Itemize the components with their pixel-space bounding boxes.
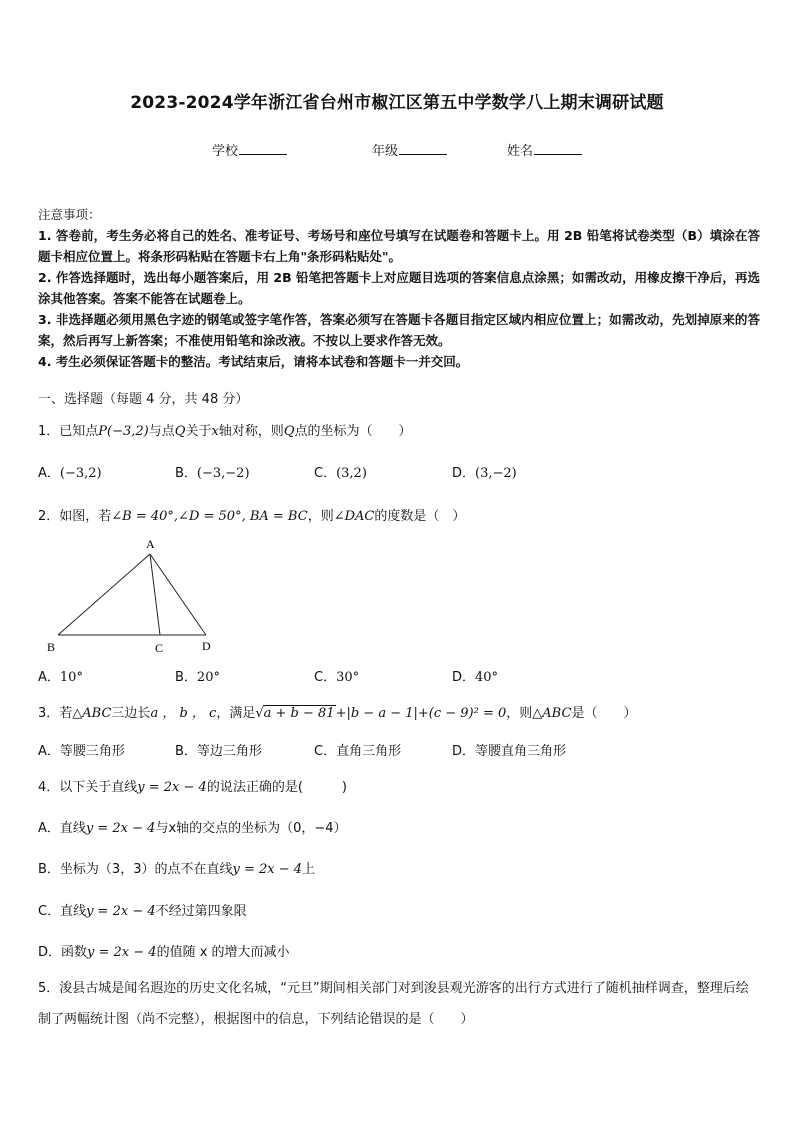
option-value: 10° bbox=[59, 670, 83, 685]
school-blank[interactable] bbox=[239, 142, 287, 155]
name-field[interactable] bbox=[507, 140, 582, 159]
option-text: 与x轴的交点的坐标为（0，−4） bbox=[155, 821, 347, 836]
option-label: A．直线 bbox=[38, 821, 86, 836]
q2-condition: ∠B = 40°,∠D = 50°, BA = BC bbox=[111, 509, 308, 524]
q2-option-b[interactable] bbox=[175, 666, 220, 685]
label-a: A bbox=[146, 537, 155, 551]
option-value: 20° bbox=[196, 670, 220, 685]
option-label: B． bbox=[175, 744, 197, 759]
q3-option-c[interactable] bbox=[314, 740, 401, 759]
q1-text: 点的坐标为（ ） bbox=[294, 424, 412, 439]
triangle-figure bbox=[38, 532, 228, 662]
option-text: 的值随 x 的增大而减小 bbox=[156, 945, 290, 960]
option-label: C． bbox=[314, 466, 337, 481]
school-label: 学校 bbox=[212, 144, 239, 159]
q1-point-q: Q bbox=[174, 424, 186, 439]
option-label: C． bbox=[314, 670, 337, 685]
option-label: C． bbox=[314, 744, 337, 759]
option-label: D．函数 bbox=[38, 945, 88, 960]
q3-variables: a ， b ， c bbox=[150, 706, 217, 721]
q2-options bbox=[38, 666, 758, 686]
q2-text: ，则 bbox=[307, 509, 334, 524]
q3-triangle: △ABC bbox=[532, 706, 572, 721]
q3-text: ，满足 bbox=[216, 706, 256, 721]
q3-text: ，则 bbox=[506, 706, 533, 721]
q4-option-d[interactable] bbox=[38, 941, 290, 960]
q1-text: 轴对称，则 bbox=[218, 424, 284, 439]
option-equation: y = 2x − 4 bbox=[86, 904, 156, 919]
q1-number: 1．已知点 bbox=[38, 424, 99, 439]
school-field[interactable] bbox=[212, 140, 287, 159]
notes-heading: 注意事项： bbox=[38, 207, 101, 222]
option-label: D． bbox=[452, 744, 476, 759]
note-item: 2. 作答选择题时，选出每小题答案后，用 2B 铅笔把答题卡上对应题目选项的答案信息点涂黑；如需改动，用橡皮擦干净后，再选涂其他答案。答案不能答在试题卷上。 bbox=[38, 270, 760, 306]
question-1 bbox=[38, 420, 412, 439]
q2-option-d[interactable] bbox=[452, 666, 498, 685]
q3-option-b[interactable] bbox=[175, 740, 262, 759]
option-equation: y = 2x − 4 bbox=[232, 862, 303, 877]
option-label: B． bbox=[175, 466, 197, 481]
name-blank[interactable] bbox=[534, 142, 582, 155]
q3-triangle: △ABC bbox=[72, 706, 112, 721]
q3-number: 3．若 bbox=[38, 706, 73, 721]
option-equation: y = 2x − 4 bbox=[87, 945, 157, 960]
option-equation: y = 2x − 4 bbox=[85, 821, 156, 836]
q3-text: 三边长 bbox=[111, 706, 151, 721]
name-label: 姓名 bbox=[507, 144, 534, 159]
q4-text: 的说法正确的是( ) bbox=[206, 780, 347, 795]
q1-option-d[interactable] bbox=[452, 462, 517, 481]
q4-option-b[interactable] bbox=[38, 858, 315, 877]
question-2 bbox=[38, 505, 465, 524]
option-value: (−3,−2) bbox=[196, 466, 250, 481]
q2-text: 的度数是（ ） bbox=[374, 509, 466, 524]
option-label: A． bbox=[38, 466, 60, 481]
q4-option-a[interactable] bbox=[38, 817, 347, 836]
option-label: A． bbox=[38, 670, 60, 685]
note-item: 4. 考生必须保证答题卡的整洁。考试结束后，请将本试卷和答题卡一并交回。 bbox=[38, 354, 469, 369]
label-b: B bbox=[47, 640, 56, 654]
option-value: 40° bbox=[475, 670, 499, 685]
option-value: 直角三角形 bbox=[336, 744, 402, 759]
grade-field[interactable] bbox=[372, 140, 447, 159]
q2-option-a[interactable] bbox=[38, 666, 83, 685]
option-label: B． bbox=[175, 670, 197, 685]
section-title: 一、选择题（每题 4 分，共 48 分） bbox=[38, 392, 249, 407]
label-c: C bbox=[155, 641, 164, 655]
q1-options bbox=[38, 462, 758, 482]
sqrt-symbol: √ bbox=[255, 706, 264, 721]
option-label: C．直线 bbox=[38, 904, 87, 919]
q1-option-a[interactable] bbox=[38, 462, 102, 481]
option-value: 30° bbox=[336, 670, 360, 685]
q3-option-a[interactable] bbox=[38, 740, 125, 759]
option-label: D． bbox=[452, 670, 476, 685]
option-label: A． bbox=[38, 744, 60, 759]
option-label: B．坐标为（3，3）的点不在直线 bbox=[38, 862, 233, 877]
option-label: D． bbox=[452, 466, 476, 481]
q3-text: 是（ ） bbox=[571, 706, 637, 721]
q3-options bbox=[38, 740, 758, 760]
q1-point-q: Q bbox=[283, 424, 295, 439]
question-5: 5．浚县古城是闻名遐迩的历史文化名城，“元旦”期间相关部门对到浚县观光游客的出行方式进行了随机抽样调查，整理后绘制了两幅统计图（尚不完整），根据图中的信息，下列结论错误的是（ ） bbox=[38, 981, 749, 1027]
option-text: 不经过第四象限 bbox=[155, 904, 247, 919]
q2-option-c[interactable] bbox=[314, 666, 359, 685]
q4-number: 4．以下关于直线 bbox=[38, 780, 138, 795]
option-value: 等腰直角三角形 bbox=[475, 744, 567, 759]
segment-ab bbox=[58, 554, 150, 635]
note-item: 1. 答卷前，考生务必将自己的姓名、准考证号、考场号和座位号填写在试题卷和答题卡上。用 2B 铅笔将试卷类型（B）填涂在答题卡相应位置上。将条形码粘贴在答题卡右上角"条形码粘贴处"。 bbox=[38, 228, 760, 264]
q1-option-c[interactable] bbox=[314, 462, 367, 481]
q1-x-axis: x bbox=[211, 424, 219, 439]
q3-sqrt-expression: a + b − 81 bbox=[263, 706, 335, 721]
notes-block bbox=[38, 204, 760, 372]
q1-text: 与点 bbox=[148, 424, 175, 439]
option-text: 上 bbox=[302, 862, 316, 877]
q3-expression: +|b − a − 1|+(c − 9)² = 0 bbox=[335, 706, 507, 721]
q2-number: 2．如图，若 bbox=[38, 509, 112, 524]
q1-point-p: P(−3,2) bbox=[98, 424, 149, 439]
note-item: 3. 非选择题必须用黑色字迹的钢笔或签字笔作答，答案必须写在答题卡各题目指定区域内相应位置上；如需改动，先划掉原来的答案，然后再写上新答案；不准使用铅笔和涂改液。不按以上要求作答无效。 bbox=[38, 312, 760, 348]
option-value: 等腰三角形 bbox=[59, 744, 125, 759]
option-value: 等边三角形 bbox=[196, 744, 262, 759]
option-value: (−3,2) bbox=[59, 466, 102, 481]
q1-text: 关于 bbox=[185, 424, 212, 439]
option-value: (3,−2) bbox=[475, 466, 517, 481]
q1-option-b[interactable] bbox=[175, 462, 250, 481]
q3-option-d[interactable] bbox=[452, 740, 566, 759]
grade-blank[interactable] bbox=[399, 142, 447, 155]
question-3 bbox=[38, 702, 636, 721]
page-title: 2023-2024学年浙江省台州市椒江区第五中学数学八上期末调研试题 bbox=[130, 93, 664, 113]
question-4 bbox=[38, 776, 347, 795]
option-value: (3,2) bbox=[336, 466, 367, 481]
q4-equation: y = 2x − 4 bbox=[137, 780, 207, 795]
q2-target-angle: ∠DAC bbox=[333, 509, 375, 524]
label-d: D bbox=[202, 639, 211, 653]
q4-option-c[interactable] bbox=[38, 900, 247, 919]
grade-label: 年级 bbox=[372, 144, 399, 159]
